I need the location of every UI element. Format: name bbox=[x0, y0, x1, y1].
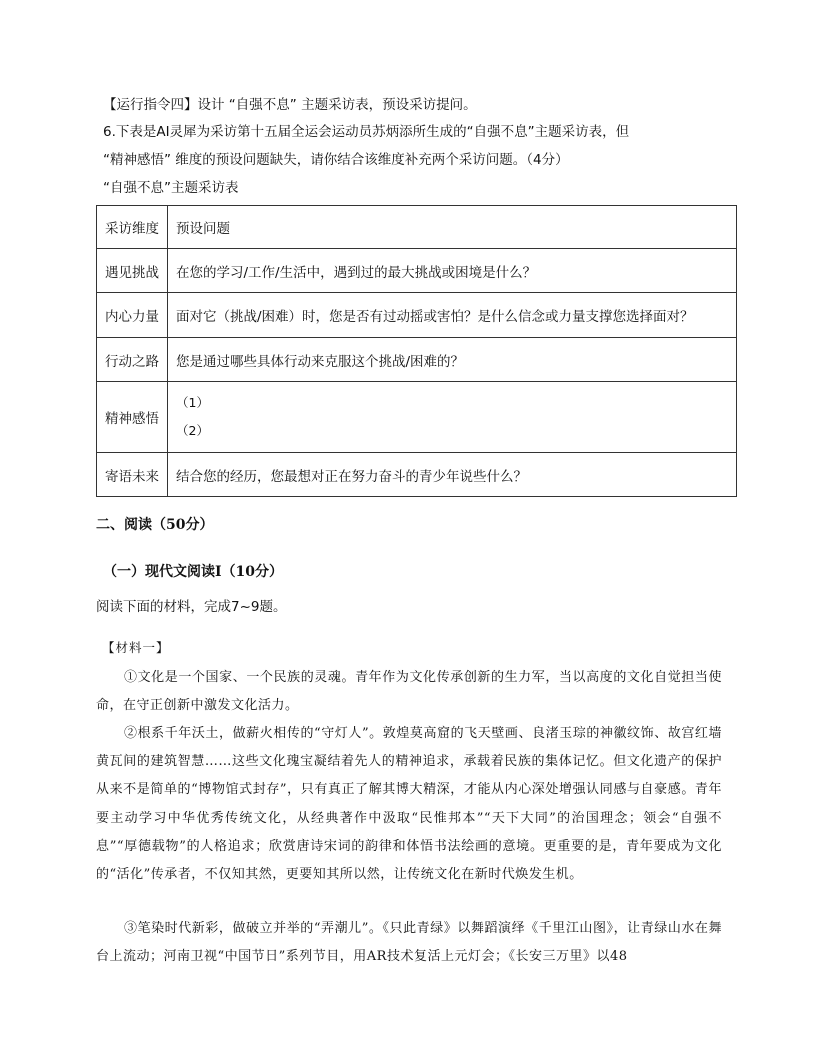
reading-instruction: 阅读下面的材料，完成7~9题。 bbox=[96, 599, 287, 615]
row-question: 结合您的经历，您最想对正在努力奋斗的青少年说些什么？ bbox=[168, 453, 737, 497]
material-label: 【材料一】 bbox=[102, 640, 170, 655]
row-dimension: 遇见挑战 bbox=[97, 249, 168, 293]
row-question: 您是通过哪些具体行动来克服这个挑战/困难的？ bbox=[168, 338, 737, 382]
table-row bbox=[97, 453, 737, 497]
table-header-row bbox=[97, 206, 737, 249]
table-row bbox=[97, 249, 737, 293]
blank-2-label: （2） bbox=[176, 423, 209, 438]
header-dimension: 采访维度 bbox=[97, 206, 168, 249]
table-title: “自强不息”主题采访表 bbox=[103, 180, 239, 196]
row-question: 面对它（挑战/困难）时，您是否有过动摇或害怕？是什么信念或力量支撑您选择面对？ bbox=[168, 293, 737, 338]
material-paragraph-3: ③笔染时代新彩，做破立并举的“弄潮儿”。《只此青绿》以舞蹈演绎《千里江山图》，让青绿山水在舞台上流动；河南卫视“中国节日”系列节目，用AR技术复活上元灯会；《长安三万里》以48 bbox=[96, 921, 722, 965]
material-paragraph-2: ②根系千年沃土，做薪火相传的“守灯人”。敦煌莫高窟的飞天壁画、良渚玉琮的神徽纹饰、故宫红墙黄瓦间的建筑智慧……这些文化瑰宝凝结着先人的精神追求，承载着民族的集体记忆。但文化遗产的保护从来不是简单的“博物馆式封存”，只有真正了解其博大精深，才能从内心深处增强认同感与自豪感。青年要主动学习中华优秀传统文化，从经典著作中汲取“民惟邦本”“天下大同”的治国理念；领会“自强不息”“厚德载物”的人格追求；欣赏唐诗宋词的韵律和体悟书法绘画的意境。更重要的是，青年要成为文化的“活化”传承者，不仅知其然，更要知其所以然，让传统文化在新时代焕发生机。 bbox=[96, 726, 722, 883]
header-question: 预设问题 bbox=[168, 206, 737, 249]
table-row bbox=[97, 293, 737, 338]
material-paragraph-1: ①文化是一个国家、一个民族的灵魂。青年作为文化传承创新的生力军，当以高度的文化自觉担当使命，在守正创新中激发文化活力。 bbox=[96, 670, 722, 714]
question-6-line-1: 6.下表是AI灵犀为采访第十五届全运会运动员苏炳添所生成的“自强不息”主题采访表，但 bbox=[103, 124, 630, 140]
row-answer-blanks[interactable] bbox=[168, 382, 737, 453]
blank-1-label: （1） bbox=[176, 395, 209, 410]
table-row bbox=[97, 338, 737, 382]
interview-table bbox=[96, 205, 737, 497]
subsection-title: （一）现代文阅读Ⅰ（10分） bbox=[103, 564, 284, 580]
section-title: 二、阅读（50分） bbox=[96, 517, 214, 533]
row-dimension: 精神感悟 bbox=[97, 382, 168, 453]
row-dimension: 内心力量 bbox=[97, 293, 168, 338]
instruction-heading: 【运行指令四】设计 “自强不息” 主题采访表，预设采访提问。 bbox=[103, 97, 477, 113]
row-dimension: 行动之路 bbox=[97, 338, 168, 382]
row-dimension: 寄语未来 bbox=[97, 453, 168, 497]
question-6-line-2: “精神感悟” 维度的预设问题缺失，请你结合该维度补充两个采访问题。（4分） bbox=[103, 152, 569, 168]
row-question: 在您的学习/工作/生活中，遇到过的最大挑战或困境是什么？ bbox=[168, 249, 737, 293]
table-row bbox=[97, 382, 737, 453]
